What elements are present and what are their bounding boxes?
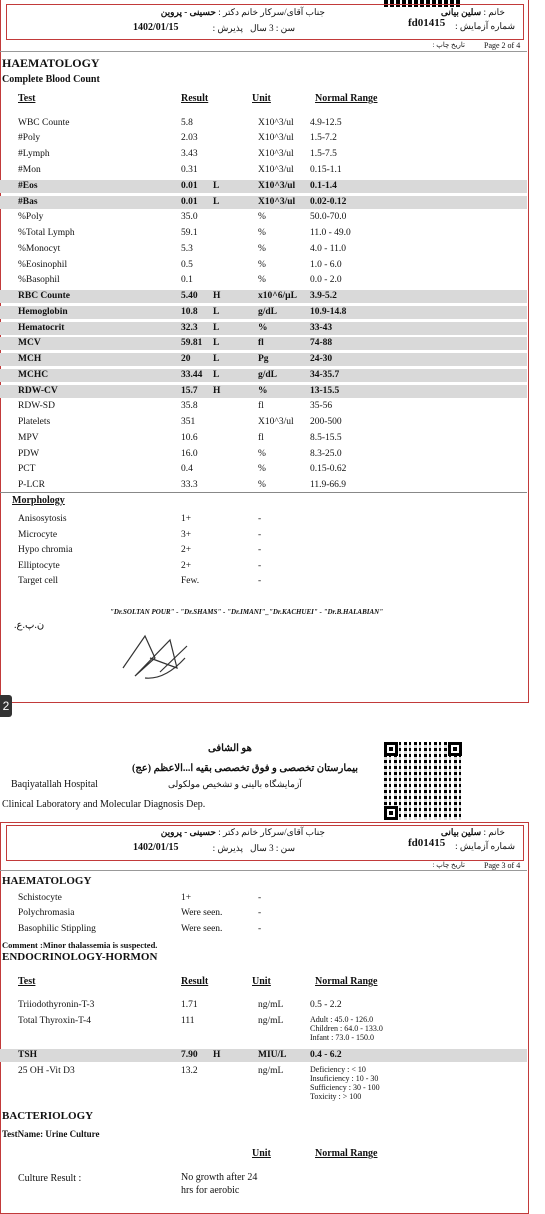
table-row — [0, 196, 527, 209]
doctor-name: حسینی - پروین — [160, 7, 216, 17]
subsection-title: Complete Blood Count — [2, 74, 100, 85]
test-name: PCT — [18, 464, 36, 474]
normal-range: Deficiency : < 10 — [310, 1065, 366, 1074]
patient-name: سلین بیانی — [440, 827, 482, 837]
test-unit: - — [258, 924, 262, 934]
page-number: Page 3 of 4 — [484, 861, 521, 870]
test-unit: x10^6/µL — [258, 291, 297, 301]
test-unit: - — [258, 561, 262, 571]
test-result: Few. — [181, 576, 200, 586]
test-name: WBC Counte — [18, 118, 70, 128]
table-row — [0, 400, 527, 413]
test-result: 3+ — [181, 530, 192, 540]
doctor-label: جناب آقای/سرکار خانم دکتر : — [218, 827, 325, 837]
test-result: 35.0 — [181, 212, 198, 222]
table-row — [0, 432, 527, 445]
test-name: Triiodothyronin-T-3 — [18, 1000, 95, 1010]
test-unit: % — [258, 464, 266, 474]
test-unit: X10^3/ul — [258, 118, 294, 128]
test-result: 2.03 — [181, 133, 198, 143]
culture-result-line1: No growth after 24 — [181, 1172, 258, 1183]
age-value: 3 — [269, 23, 274, 33]
result-flag: L — [213, 307, 220, 317]
test-name: MCH — [18, 354, 42, 364]
table-row — [0, 923, 527, 936]
test-unit: X10^3/ul — [258, 197, 296, 207]
doctor-name: حسینی - پروین — [160, 827, 216, 837]
test-result: 0.5 — [181, 260, 193, 270]
table-row — [0, 243, 527, 256]
table-row — [0, 164, 527, 177]
test-name: #Lymph — [18, 149, 50, 159]
result-flag: H — [213, 1050, 221, 1060]
test-name: Schistocyte — [18, 893, 62, 903]
age-unit: سال — [250, 23, 267, 33]
table-row — [0, 513, 527, 526]
morphology-title: Morphology — [12, 495, 65, 506]
normal-range: 0.5 - 2.2 — [310, 1000, 342, 1010]
test-result: 59.1 — [181, 228, 198, 238]
hospital-name-fa: بیمارستان تخصصی و فوق تخصصی بقیه ا...الاعظم (عج) — [132, 763, 359, 774]
test-name: %Monocyt — [18, 244, 61, 254]
culture-result-line2: hrs for aerobic — [181, 1185, 240, 1196]
test-name: RBC Counte — [18, 291, 70, 301]
table-row — [0, 1065, 527, 1101]
normal-range: 11.9-66.9 — [310, 480, 347, 490]
admit-label: پذیرش : — [212, 843, 243, 853]
table-row — [0, 448, 527, 461]
col-result-header: Result — [181, 93, 209, 104]
table-row — [0, 322, 527, 335]
test-unit: - — [258, 530, 262, 540]
table-row — [0, 274, 527, 287]
result-flag: H — [213, 386, 221, 396]
normal-range: 1.5-7.5 — [310, 149, 337, 159]
table-row — [0, 416, 527, 429]
test-unit: % — [258, 323, 268, 333]
test-unit: % — [258, 386, 268, 396]
normal-range: 200-500 — [310, 417, 342, 427]
test-result: 7.90 — [181, 1050, 198, 1060]
test-result: 13.2 — [181, 1066, 198, 1076]
test-unit: - — [258, 545, 262, 555]
doctor-label: جناب آقای/سرکار خانم دکتر : — [218, 7, 325, 17]
table-row — [0, 211, 527, 224]
table-row — [0, 560, 527, 573]
normal-range: Adult : 45.0 - 126.0 — [310, 1015, 374, 1024]
table-row — [0, 227, 527, 240]
qr-code-icon — [384, 742, 462, 820]
table-row — [0, 575, 527, 588]
page-tab: 2 — [0, 695, 12, 717]
normal-range: 33-43 — [310, 323, 333, 333]
test-unit: % — [258, 260, 266, 270]
test-unit: - — [258, 893, 262, 903]
test-unit: fl — [258, 433, 264, 443]
test-unit: - — [258, 514, 262, 524]
normal-range: 0.1-1.4 — [310, 181, 337, 191]
test-result: 10.6 — [181, 433, 198, 443]
table-row — [0, 385, 527, 398]
normal-range: 4.0 - 11.0 — [310, 244, 347, 254]
test-name: MCHC — [18, 370, 49, 380]
age-label: سن : — [275, 843, 295, 853]
test-name: 25 OH -Vit D3 — [18, 1066, 75, 1076]
normal-range: Sufficiency : 30 - 100 — [310, 1083, 380, 1092]
lab-name-en: Clinical Laboratory and Molecular Diagnosis Dep. — [2, 799, 206, 810]
test-result: 351 — [181, 417, 196, 427]
culture-test-name: TestName: Urine Culture — [2, 1129, 100, 1139]
test-name: #Eos — [18, 181, 38, 191]
test-name: %Poly — [18, 212, 44, 222]
table-row — [0, 337, 527, 350]
table-row — [0, 463, 527, 476]
normal-range: 0.0 - 2.0 — [310, 275, 342, 285]
test-unit: ng/mL — [258, 1016, 284, 1026]
test-unit: % — [258, 212, 266, 222]
test-name: MPV — [18, 433, 39, 443]
table-row — [0, 1015, 527, 1042]
table-row — [0, 892, 527, 905]
test-result: 1.71 — [181, 1000, 198, 1010]
test-result: 0.01 — [181, 197, 198, 207]
result-flag: L — [213, 338, 220, 348]
test-unit: fl — [258, 338, 264, 348]
print-date-label: تاریخ چاپ : — [432, 41, 465, 49]
test-unit: fl — [258, 401, 264, 411]
patient-name-label: خانم : — [483, 827, 505, 837]
normal-range: 1.0 - 6.0 — [310, 260, 342, 270]
result-flag: L — [213, 323, 220, 333]
test-result: 2+ — [181, 561, 192, 571]
col-range-header: Normal Range — [315, 93, 378, 104]
test-name: Hemoglobin — [18, 307, 68, 317]
normal-range: 0.15-1.1 — [310, 165, 342, 175]
table-row — [0, 148, 527, 161]
normal-range: Children : 64.0 - 133.0 — [310, 1024, 383, 1033]
test-result: 33.44 — [181, 370, 203, 380]
normal-range: 50.0-70.0 — [310, 212, 347, 222]
table-row — [0, 353, 527, 366]
test-result: 3.43 — [181, 149, 198, 159]
normal-range: 13-15.5 — [310, 386, 340, 396]
col-unit-header: Unit — [252, 1148, 271, 1159]
test-name: Microcyte — [18, 530, 58, 540]
col-test-header: Test — [18, 976, 36, 987]
test-name: MCV — [18, 338, 41, 348]
test-unit: X10^3/ul — [258, 133, 294, 143]
table-row — [0, 259, 527, 272]
test-unit: X10^3/ul — [258, 165, 294, 175]
test-unit: X10^3/ul — [258, 181, 296, 191]
signature — [115, 628, 195, 683]
test-result: 0.01 — [181, 181, 198, 191]
admit-date: 1402/01/15 — [133, 22, 179, 33]
normal-range: 10.9-14.8 — [310, 307, 347, 317]
test-name: Elliptocyte — [18, 561, 60, 571]
test-name: Hematocrit — [18, 323, 65, 333]
lab-name-fa: آزمایشگاه بالینی و تشخیص مولکولی — [168, 779, 302, 789]
col-test-header: Test — [18, 93, 36, 104]
test-result: 0.31 — [181, 165, 198, 175]
age-label: سن : — [275, 23, 295, 33]
test-result: 33.3 — [181, 480, 198, 490]
test-result: 10.8 — [181, 307, 198, 317]
table-row — [0, 306, 527, 319]
page-number: Page 2 of 4 — [484, 41, 521, 50]
test-unit: MIU/L — [258, 1050, 287, 1060]
test-result: 35.8 — [181, 401, 198, 411]
test-unit: ng/mL — [258, 1000, 284, 1010]
normal-range: 4.9-12.5 — [310, 118, 342, 128]
age-unit: سال — [250, 843, 267, 853]
test-name: %Basophil — [18, 275, 60, 285]
test-name: PDW — [18, 449, 40, 459]
test-unit: g/dL — [258, 307, 278, 317]
normal-range: 3.9-5.2 — [310, 291, 337, 301]
test-result: Were seen. — [181, 908, 223, 918]
comment: Comment :Minor thalassemia is suspected. — [2, 940, 158, 950]
test-result: 5.3 — [181, 244, 193, 254]
table-row — [0, 132, 527, 145]
admit-date: 1402/01/15 — [133, 842, 179, 853]
hospital-name-en: Baqiyatallah Hospital — [11, 779, 98, 790]
test-name: P-LCR — [18, 480, 45, 490]
age-value: 3 — [269, 843, 274, 853]
test-result: 5.40 — [181, 291, 198, 301]
test-name: Hypo chromia — [18, 545, 73, 555]
normal-range: 74-88 — [310, 338, 333, 348]
test-name: RDW-CV — [18, 386, 58, 396]
test-name: %Eosinophil — [18, 260, 68, 270]
test-result: 32.3 — [181, 323, 198, 333]
bacteriology-title: BACTERIOLOGY — [2, 1110, 94, 1122]
section-title: HAEMATOLOGY — [2, 56, 100, 70]
table-row — [0, 529, 527, 542]
test-name: #Mon — [18, 165, 41, 175]
result-flag: L — [213, 354, 220, 364]
test-name: TSH — [18, 1050, 38, 1060]
test-name: Platelets — [18, 417, 51, 427]
table-row — [0, 117, 527, 130]
test-result: 111 — [181, 1016, 195, 1026]
test-result: 5.8 — [181, 118, 193, 128]
patient-name-label: خانم : — [483, 7, 505, 17]
table-row — [0, 180, 527, 193]
test-number-label: شماره آزمایش : — [455, 21, 515, 31]
table-row — [0, 290, 527, 303]
test-unit: - — [258, 576, 262, 586]
test-unit: % — [258, 244, 266, 254]
normal-range: 35-56 — [310, 401, 333, 411]
admit-label: پذیرش : — [212, 23, 243, 33]
normal-range: 0.02-0.12 — [310, 197, 347, 207]
test-name: RDW-SD — [18, 401, 55, 411]
section-title: HAEMATOLOGY — [2, 875, 92, 887]
result-flag: L — [213, 197, 220, 207]
test-number: fd01415 — [408, 17, 446, 29]
test-name: #Bas — [18, 197, 38, 207]
table-row — [0, 999, 527, 1012]
test-result: 0.4 — [181, 464, 193, 474]
test-unit: Pg — [258, 354, 269, 364]
test-result: 2+ — [181, 545, 192, 555]
normal-range: 0.15-0.62 — [310, 464, 347, 474]
test-result: 16.0 — [181, 449, 198, 459]
test-name: Anisosytosis — [18, 514, 67, 524]
test-name: Basophilic Stippling — [18, 924, 96, 934]
test-number-label: شماره آزمایش : — [455, 841, 515, 851]
culture-result-label: Culture Result : — [18, 1173, 82, 1184]
test-unit: % — [258, 275, 266, 285]
left-note: ن.پ.ع. — [14, 620, 45, 631]
normal-range: 11.0 - 49.0 — [310, 228, 351, 238]
test-unit: ng/mL — [258, 1066, 284, 1076]
result-flag: L — [213, 370, 220, 380]
motto: هو الشافی — [208, 743, 252, 754]
table-row — [0, 479, 527, 492]
test-unit: X10^3/ul — [258, 149, 294, 159]
test-result: Were seen. — [181, 924, 223, 934]
col-result-header: Result — [181, 976, 209, 987]
test-unit: X10^3/ul — [258, 417, 294, 427]
table-row — [0, 369, 527, 382]
patient-name: سلین بیانی — [440, 7, 482, 17]
table-row — [0, 1049, 527, 1062]
normal-range: 1.5-7.2 — [310, 133, 337, 143]
table-row — [0, 907, 527, 920]
table-row — [0, 544, 527, 557]
normal-range: 8.3-25.0 — [310, 449, 342, 459]
test-unit: g/dL — [258, 370, 278, 380]
normal-range: 34-35.7 — [310, 370, 340, 380]
test-unit: % — [258, 449, 266, 459]
normal-range: 24-30 — [310, 354, 333, 364]
normal-range: 8.5-15.5 — [310, 433, 342, 443]
result-flag: H — [213, 291, 221, 301]
result-flag: L — [213, 181, 220, 191]
test-name: #Poly — [18, 133, 41, 143]
col-range-header: Normal Range — [315, 976, 378, 987]
col-unit-header: Unit — [252, 93, 271, 104]
test-name: Polychromasia — [18, 908, 75, 918]
test-result: 0.1 — [181, 275, 193, 285]
doctors-list: "Dr.SOLTAN POUR" - "Dr.SHAMS" - "Dr.IMANI"_"Dr.KACHUEI" - "Dr.B.HALABIAN" — [110, 608, 384, 616]
normal-range: Insuficiency : 10 - 30 — [310, 1074, 379, 1083]
normal-range: Toxicity : > 100 — [310, 1092, 362, 1101]
normal-range: 0.4 - 6.2 — [310, 1050, 342, 1060]
col-unit-header: Unit — [252, 976, 271, 987]
test-unit: - — [258, 908, 262, 918]
test-result: 1+ — [181, 514, 192, 524]
normal-range: Infant : 73.0 - 150.0 — [310, 1033, 374, 1042]
test-name: Total Thyroxin-T-4 — [18, 1016, 91, 1026]
col-range-header: Normal Range — [315, 1148, 378, 1159]
endocrinology-title: ENDOCRINOLOGY-HORMON — [2, 951, 158, 963]
test-unit: % — [258, 480, 266, 490]
test-name: %Total Lymph — [18, 228, 75, 238]
test-unit: % — [258, 228, 266, 238]
print-date-label: تاریخ چاپ : — [432, 861, 465, 869]
test-number: fd01415 — [408, 837, 446, 849]
test-result: 59.81 — [181, 338, 203, 348]
test-result: 20 — [181, 354, 191, 364]
test-name: Target cell — [18, 576, 59, 586]
test-result: 15.7 — [181, 386, 198, 396]
test-result: 1+ — [181, 893, 192, 903]
